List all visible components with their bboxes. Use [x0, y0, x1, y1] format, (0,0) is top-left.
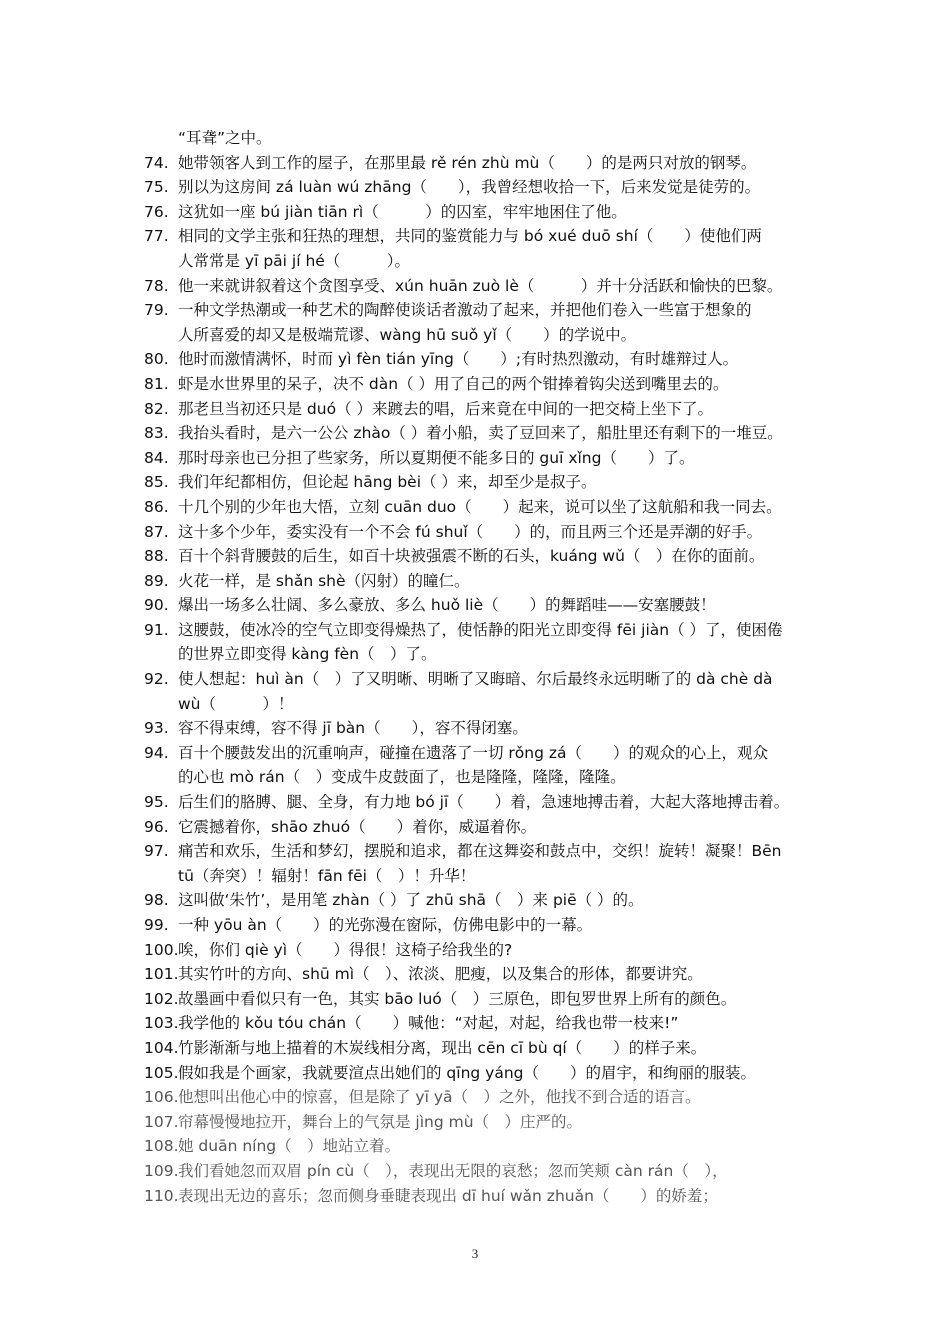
exercise-text: 他想叫出他心中的惊喜，但是除了 yī yā（ ）之外，他找不到合适的语言。 — [178, 1088, 701, 1107]
exercise-number: 101. — [144, 965, 179, 984]
exercise-line — [144, 1159, 814, 1184]
exercise-line-continuation — [144, 692, 814, 717]
exercise-line — [144, 298, 814, 323]
exercise-line-continuation — [144, 642, 814, 667]
exercise-number: 106. — [144, 1088, 179, 1107]
exercise-line — [144, 716, 814, 741]
exercise-number: 85. — [144, 473, 169, 492]
exercise-text: 它震撼着你，shāo zhuó（ ）着你，威逼着你。 — [178, 817, 537, 836]
exercise-number: 105. — [144, 1063, 179, 1082]
exercise-number: 84. — [144, 448, 169, 467]
exercise-text: tū（奔突）！辐射！fān fēi（ ）！升华！ — [178, 866, 476, 885]
exercise-text: 我抬头看时，是六一公公 zhào（ ）着小船，卖了豆回来了，船肚里还有剩下的一堆豆。 — [178, 424, 783, 443]
exercise-line — [144, 175, 814, 200]
exercise-line-continuation — [144, 126, 814, 151]
exercise-number: 89. — [144, 571, 169, 590]
exercise-text: 那时母亲也已分担了些家务，所以夏期便不能多日的 guī xǐng（ ）了。 — [178, 448, 695, 467]
exercise-line — [144, 593, 814, 618]
exercise-text: 唉，你们 qiè yì（ ）得很！这椅子给我坐的? — [178, 940, 513, 959]
exercise-line — [144, 372, 814, 397]
exercise-number: 82. — [144, 399, 169, 418]
exercise-number: 109. — [144, 1161, 179, 1180]
exercise-line-continuation — [144, 765, 814, 790]
exercise-text: 表现出无边的喜乐；忽而侧身垂睫表现出 dī huí wǎn zhuǎn（ ）的娇羞； — [178, 1186, 718, 1205]
exercise-number: 107. — [144, 1112, 179, 1131]
exercise-number: 110. — [144, 1186, 179, 1205]
exercise-line — [144, 1061, 814, 1086]
exercise-text: 虾是水世界里的呆子，决不 dàn（ ）用了自己的两个钳捧着钩尖送到嘴里去的。 — [178, 374, 729, 393]
exercise-number: 97. — [144, 842, 169, 861]
exercise-list — [144, 126, 814, 1208]
exercise-text: 后生们的胳膊、腿、全身，有力地 bó jī（ ）着，急速地搏击着，大起大落地搏击着。 — [178, 793, 790, 812]
exercise-text: 这叫做‘朱竹’，是用笔 zhàn（ ）了 zhū shā（ ）来 piē（ ）的。 — [178, 891, 644, 910]
exercise-line — [144, 815, 814, 840]
exercise-number: 88. — [144, 547, 169, 566]
exercise-line — [144, 446, 814, 471]
exercise-text: wù（ ）！ — [178, 694, 294, 713]
exercise-text: 这犹如一座 bú jiàn tiān rì（ ）的囚室，牢牢地困住了他。 — [178, 202, 627, 221]
exercise-line — [144, 667, 814, 692]
exercise-line — [144, 618, 814, 643]
exercise-text: 的世界立即变得 kàng fèn（ ）了。 — [178, 645, 437, 664]
exercise-line — [144, 987, 814, 1012]
exercise-text: 一种 yōu àn（ ）的光弥漫在窗际，仿佛电影中的一幕。 — [178, 916, 593, 934]
exercise-text: 十几个别的少年也大悟，立刻 cuān duo（ ）起来，说可以坐了这航船和我一同去。 — [178, 497, 782, 516]
exercise-text: 爆出一场多么壮阔、多么豪放、多么 huǒ liè（ ）的舞蹈哇——安塞腰鼓！ — [178, 596, 716, 615]
exercise-line — [144, 151, 814, 176]
exercise-number: 91. — [144, 620, 169, 639]
exercise-text: 她 duān níng（ ）地站立着。 — [178, 1137, 401, 1156]
exercise-text: 使人想起：huì àn（ ）了又明晰、明晰了又晦暗、尔后最终永远明晰了的 dà chè dà — [178, 670, 773, 689]
exercise-text: 容不得束缚，容不得 jī bàn（ ），容不得闭塞。 — [178, 719, 528, 738]
exercise-line — [144, 938, 814, 963]
exercise-number: 102. — [144, 989, 179, 1008]
exercise-text: 我们看她忽而双眉 pín cù（ ），表现出无限的哀愁；忽而笑颊 càn rán（ ）， — [178, 1161, 728, 1180]
exercise-number: 99. — [144, 916, 169, 934]
exercise-number: 96. — [144, 817, 169, 836]
exercise-number: 104. — [144, 1038, 179, 1057]
exercise-number: 74. — [144, 153, 169, 172]
exercise-text: 故墨画中看似只有一色，其实 bāo luó（ ）三原色，即包罗世界上所有的颜色。 — [178, 989, 737, 1008]
exercise-text: 人常常是 yī pāi jí hé（ ）。 — [178, 251, 411, 270]
exercise-text: 的心也 mò rán（ ）变成牛皮鼓面了，也是隆隆，隆隆，隆隆。 — [178, 768, 626, 787]
exercise-text: 我学他的 kǒu tóu chán（ ）喊他：“对起，对起，给我也带一枝来!” — [178, 1014, 679, 1033]
exercise-line — [144, 274, 814, 299]
exercise-number: 76. — [144, 202, 169, 221]
exercise-number: 81. — [144, 374, 169, 393]
exercise-number: 90. — [144, 596, 169, 615]
exercise-text: 我们年纪都相仿，但论起 hāng bèi（ ）来，却至少是叔子。 — [178, 473, 597, 492]
exercise-line — [144, 520, 814, 545]
exercise-text: 一种文学热潮或一种艺术的陶醉使谈话者激动了起来，并把他们卷入一些富于想象的 — [178, 301, 752, 320]
exercise-number: 77. — [144, 227, 169, 246]
exercise-text: 他时而激情满怀，时而 yì fèn tián yīng（ ）;有时热烈激动，有时雄辩过人。 — [178, 350, 739, 369]
exercise-line — [144, 544, 814, 569]
exercise-text: “耳聋”之中。 — [178, 129, 272, 147]
page-number: 3 — [471, 1246, 479, 1261]
exercise-number: 79. — [144, 301, 169, 320]
exercise-number: 92. — [144, 670, 169, 689]
exercise-line — [144, 200, 814, 225]
exercise-text: 其实竹叶的方向、shū mì（ ）、浓淡、肥瘦，以及集合的形体，都要讲究。 — [178, 965, 703, 984]
exercise-number: 95. — [144, 793, 169, 812]
exercise-line — [144, 1184, 814, 1209]
exercise-text: 百十个斜背腰鼓的后生，如百十块被强震不断的石头，kuáng wǔ（ ）在你的面前。 — [178, 547, 765, 566]
exercise-text: 人所喜爱的却又是极端荒谬、wàng hū suǒ yǐ（ ）的学说中。 — [178, 325, 637, 344]
exercise-number: 103. — [144, 1014, 179, 1033]
exercise-text: 这腰鼓，使冰冷的空气立即变得燥热了，使恬静的阳光立即变得 fēi jiàn（ ）了，使困倦 — [178, 620, 783, 639]
exercise-number: 98. — [144, 891, 169, 910]
exercise-text: 火花一样，是 shǎn shè（闪射）的瞳仁。 — [178, 571, 470, 590]
exercise-line-continuation — [144, 249, 814, 274]
exercise-line — [144, 790, 814, 815]
exercise-line — [144, 1110, 814, 1135]
exercise-line — [144, 421, 814, 446]
exercise-number: 86. — [144, 497, 169, 516]
exercise-number: 80. — [144, 350, 169, 369]
exercise-text: 那老旦当初还只是 duó（ ）来踱去的唱，后来竟在中间的一把交椅上坐下了。 — [178, 399, 714, 418]
exercise-number: 87. — [144, 522, 169, 541]
exercise-text: 别以为这房间 zá luàn wú zhāng（ ），我曾经想收拾一下，后来发觉是徒劳的。 — [178, 178, 761, 197]
exercise-line — [144, 839, 814, 864]
exercise-line — [144, 347, 814, 372]
exercise-line — [144, 224, 814, 249]
exercise-line-continuation — [144, 864, 814, 889]
exercise-line — [144, 1134, 814, 1159]
exercise-number: 93. — [144, 719, 169, 738]
exercise-line — [144, 913, 814, 938]
exercise-text: 痛苦和欢乐，生活和梦幻，摆脱和追求，都在这舞姿和鼓点中，交织！旋转！凝聚！Bēn — [178, 842, 782, 861]
exercise-line-continuation — [144, 323, 814, 348]
exercise-line — [144, 1085, 814, 1110]
exercise-text: 他一来就讲叙着这个贪图享受、xún huān zuò lè（ ）并十分活跃和愉快的巴黎。 — [178, 276, 783, 295]
exercise-line — [144, 569, 814, 594]
exercise-text: 相同的文学主张和狂热的理想，共同的鉴赏能力与 bó xué duō shí（ ）使他们两 — [178, 227, 762, 246]
exercise-line — [144, 495, 814, 520]
exercise-number: 78. — [144, 276, 169, 295]
exercise-line — [144, 888, 814, 913]
exercise-text: 百十个腰鼓发出的沉重响声，碰撞在遗落了一切 rǒng zá（ ）的观众的心上，观众 — [178, 743, 769, 762]
exercise-text: 帘幕慢慢地拉开，舞台上的气氛是 jìng mù（ ）庄严的。 — [178, 1112, 583, 1131]
exercise-number: 75. — [144, 178, 169, 197]
exercise-text: 竹影渐渐与地上描着的木炭线相分离，现出 cēn cī bù qí（ ）的样子来。 — [178, 1038, 707, 1057]
exercise-number: 83. — [144, 424, 169, 443]
exercise-line — [144, 1036, 814, 1061]
exercise-line — [144, 470, 814, 495]
exercise-line — [144, 962, 814, 987]
exercise-line — [144, 1011, 814, 1036]
exercise-number: 108. — [144, 1137, 179, 1156]
exercise-text: 这十多个少年，委实没有一个不会 fú shuǐ（ ）的，而且两三个还是弄潮的好手。 — [178, 522, 763, 541]
exercise-number: 94. — [144, 743, 169, 762]
exercise-line — [144, 741, 814, 766]
exercise-text: 假如我是个画家，我就要渲点出她们的 qīng yáng（ ）的眉宇，和绚丽的服装。 — [178, 1063, 756, 1082]
exercise-number: 100. — [144, 940, 179, 959]
exercise-text: 她带领客人到工作的屋子，在那里最 rě rén zhù mù（ ）的是两只对放的钢琴。 — [178, 153, 757, 172]
exercise-line — [144, 397, 814, 422]
